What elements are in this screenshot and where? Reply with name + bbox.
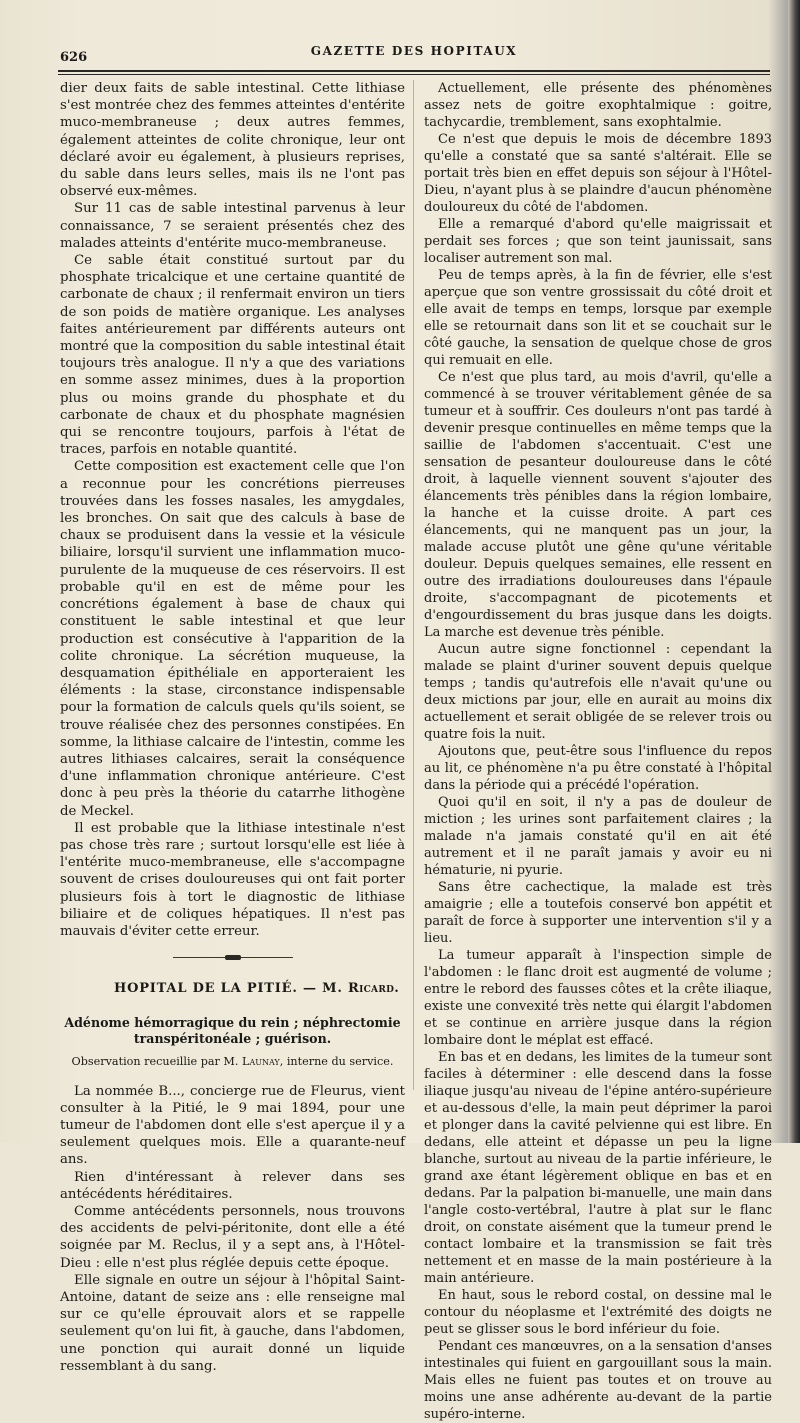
section-title bbox=[60, 980, 405, 997]
paragraph: Quoi qu'il en soit, il n'y a pas de douleur de miction ; les urines sont parfaitement claires ; la malade n'a jamais constaté qu'il en ait été autrement et il ne paraît jamais y avoir eu ni hématurie, ni pyurie. bbox=[424, 795, 772, 878]
paragraph: Ce n'est que depuis le mois de décembre 1893 qu'elle a constaté que sa santé s'altérait. Elle se portait très bien en effet depuis son séjour à l'Hôtel-Dieu, n'ayant plus à se plaindre d'aucun phénomène douloureux du côté de l'abdomen. bbox=[424, 132, 772, 215]
paragraph: Pendant ces manœuvres, on a la sensation d'anses intestinales qui fuient en gargouillant sous la main. Mais elles ne fuient pas toutes et on trouve au moins une anse adhérente au-devant de la partie supéro-interne. bbox=[424, 1339, 772, 1422]
paragraph: Actuellement, elle présente des phénomènes assez nets de goitre exophtalmique : goitre, tachycardie, tremblement, sans exophtalmie. bbox=[424, 81, 772, 130]
paragraph: Peu de temps après, à la fin de février, elle s'est aperçue que son ventre grossissait du côté droit et elle avait de temps en temps, lorsque par exemple elle se retournait dans son lit et se couchait sur le côté gauche, la sensation de quelque chose de gros qui remuait en elle. bbox=[424, 268, 772, 368]
case-paragraph: La nommée B..., concierge rue de Fleurus, vient consulter à la Pitié, le 9 mai 1894, pour une tumeur de l'abdomen dont elle s'est aperçue il y a seulement quelques mois. Elle a quarante-neuf ans. bbox=[60, 1083, 405, 1168]
paragraph: Cette composition est exactement celle que l'on a reconnue pour les concrétions pierreuses trouvées dans les fosses nasales, les amygdales, les bronches. On sait que des calculs à base de chaux se produisent dans la vessie et la vésicule biliaire, lorsqu'il survient une inflammation muco-purulente de la muqueuse de ces réservoirs. Il est probable qu'il en est de même pour les concrétions également à base de chaux qui constituent le sable intestinal et que leur production est consécutive à l'apparition de la colite chronique. La sécrétion muqueuse, la desquamation épithéliale en apporteraient les éléments : la stase, circonstance indispensable pour la formation de calculs quels qu'ils soient, se trouve réalisée chez des personnes constipées. En somme, la lithiase calcaire de l'intestin, comme les autres lithiases calcaires, serait la conséquence d'une inflammation chronique antérieure. C'est donc à peu près la théorie du catarrhe lithogène de Meckel. bbox=[60, 459, 405, 819]
paragraph: Ce n'est que plus tard, au mois d'avril, qu'elle a commencé à se trouver véritablement gênée de sa tumeur et à souffrir. Ces douleurs n'ont pas tardé à devenir presque continuelles en même temps que la saillie de l'abdomen s'accentuait. C'est une sensation de pesanteur douloureuse dans le côté droit, à laquelle viennent souvent s'ajouter des élancements très pénibles dans la région lombaire, la hanche et la cuisse droite. A part ces élancements, qui ne manquent pas un jour, la malade accuse plutôt une gêne qu'une véritable douleur. Depuis quelques semaines, elle ressent en outre des irradiations douloureuses dans l'épaule droite, s'accompagnant de picotements et d'engourdissement du bras jusque dans les doigts. La marche est devenue très pénible. bbox=[424, 370, 772, 640]
case-title bbox=[60, 1015, 405, 1047]
paragraph: Ajoutons que, peut-être sous l'influence du repos au lit, ce phénomène n'a pu être constaté à l'hôpital dans la période qui a précédé l'opération. bbox=[424, 744, 772, 793]
paragraph: Ce sable était constitué surtout par du phosphate tricalcique et une certaine quantité de carbonate de chaux ; il renfermait environ un tiers de son poids de matière organique. Les analyses faites antérieurement par différents auteurs ont montré que la composition du sable intestinal était toujours très analogue. Il n'y a que des variations en somme assez minimes, dues à la proportion plus ou moins grande du phosphate et du carbonate de chaux et du phosphate magnésien qui se rencontre toujours, parfois à l'état de traces, parfois en notable quantité. bbox=[60, 253, 405, 458]
paragraph: dier deux faits de sable intestinal. Cette lithiase s'est montrée chez des femmes atteintes d'entérite muco-membraneuse ; deux autres femmes, également atteintes de colite chronique, leur ont déclaré avoir eu également, à plusieurs reprises, du sable dans leurs selles, mais ils ne l'ont pas observé eux-mêmes. bbox=[60, 81, 405, 200]
observation-author: Launay, bbox=[242, 1055, 284, 1069]
paragraph: Elle a remarqué d'abord qu'elle maigrissait et perdait ses forces ; que son teint jaunissait, sans localiser autrement son mal. bbox=[424, 217, 772, 266]
binding-edge bbox=[788, 0, 800, 1143]
case-title-line: Adénome hémorragique du rein ; néphrectomie bbox=[64, 1015, 401, 1031]
header-rule-thin bbox=[58, 74, 770, 75]
page-header bbox=[58, 40, 770, 70]
case-paragraph: Comme antécédents personnels, nous trouvons des accidents de pelvi-péritonite, dont elle a été soignée par M. Reclus, il y a sept ans, à l'Hôtel-Dieu : elle n'est plus réglée depuis cette époque. bbox=[60, 1203, 405, 1271]
paragraph: Sur 11 cas de sable intestinal parvenus à leur connaissance, 7 se seraient présentés chez des malades atteints d'entérite muco-membraneuse. bbox=[60, 201, 405, 251]
left-column bbox=[60, 80, 405, 1375]
column-divider bbox=[413, 80, 414, 1090]
observation-credit bbox=[60, 1053, 405, 1070]
paragraph: Sans être cachectique, la malade est très amaigrie ; elle a toutefois conservé bon appétit et paraît de force à supporter une intervention s'il y a lieu. bbox=[424, 880, 772, 946]
case-paragraph: Elle signale en outre un séjour à l'hôpital Saint-Antoine, datant de seize ans : elle renseigne mal sur ce qu'elle éprouvait alors et se rappelle seulement qu'on lui fit, à gauche, dans l'abdomen, une ponction qui aurait donné un liquide ressemblant à du sang. bbox=[60, 1272, 405, 1374]
paragraph: En haut, sous le rebord costal, on dessine mal le contour du néoplasme et l'extrémité des doigts ne peut se glisser sous le bord inférieur du foie. bbox=[424, 1288, 772, 1337]
paragraph: Il est probable que la lithiase intestinale n'est pas chose très rare ; surtout lorsqu'elle est liée à l'entérite muco-membraneuse, elle s'accompagne souvent de crises douloureuses qui ont fait porter plusieurs fois à tort le diagnostic de lithiase biliaire et de coliques hépatiques. Il n'est pas mauvais d'éviter cette erreur. bbox=[60, 820, 405, 939]
section-author: Ricard. bbox=[347, 981, 400, 997]
case-title-line: transpéritonéale ; guérison. bbox=[133, 1031, 332, 1047]
paragraph: En bas et en dedans, les limites de la tumeur sont faciles à déterminer : elle descend dans la fosse iliaque jusqu'au niveau de l'épine antéro-supérieure et au-dessous d'elle, la main peut déprimer la paroi et plonger dans la cavité pelvienne qui est libre. En dedans, elle atteint et dépasse un peu la ligne blanche, surtout au niveau de la partie inférieure, le grand axe étant légèrement oblique en bas et en dedans. Par la palpation bi-manuelle, une main dans l'angle costo-vertébral, l'autre à plat sur le flanc droit, on constate aisément que la tumeur prend le contact lombaire et la transmission se fait très nettement et en masse de la main postérieure à la main antérieure. bbox=[424, 1050, 772, 1286]
observation-prefix: Observation recueillie par M. bbox=[71, 1055, 239, 1069]
paragraph: La tumeur apparaît à l'inspection simple de l'abdomen : le flanc droit est augmenté de volume ; entre le rebord des fausses côtes et la crête iliaque, existe une convexité très nette qui élargit l'abdomen et se continue en arrière jusque dans la région lombaire dont le méplat est effacé. bbox=[424, 948, 772, 1048]
right-column bbox=[424, 80, 772, 1423]
header-rule bbox=[58, 70, 770, 72]
section-separator bbox=[173, 957, 293, 958]
page-number: 626 bbox=[60, 50, 88, 65]
paragraph: Aucun autre signe fonctionnel : cependant la malade se plaint d'uriner souvent depuis quelque temps ; tandis qu'autrefois elle n'avait qu'une ou deux mictions par jour, elle en aurait au moins dix actuellement et serait obligée de se relever trois ou quatre fois la nuit. bbox=[424, 642, 772, 742]
section-hospital: HOPITAL DE LA PITIÉ. — M. bbox=[114, 981, 343, 997]
journal-title: GAZETTE DES HOPITAUX bbox=[310, 44, 518, 58]
case-paragraph: Rien d'intéressant à relever dans ses antécédents héréditaires. bbox=[60, 1169, 405, 1202]
observation-suffix: interne du service. bbox=[286, 1055, 394, 1069]
